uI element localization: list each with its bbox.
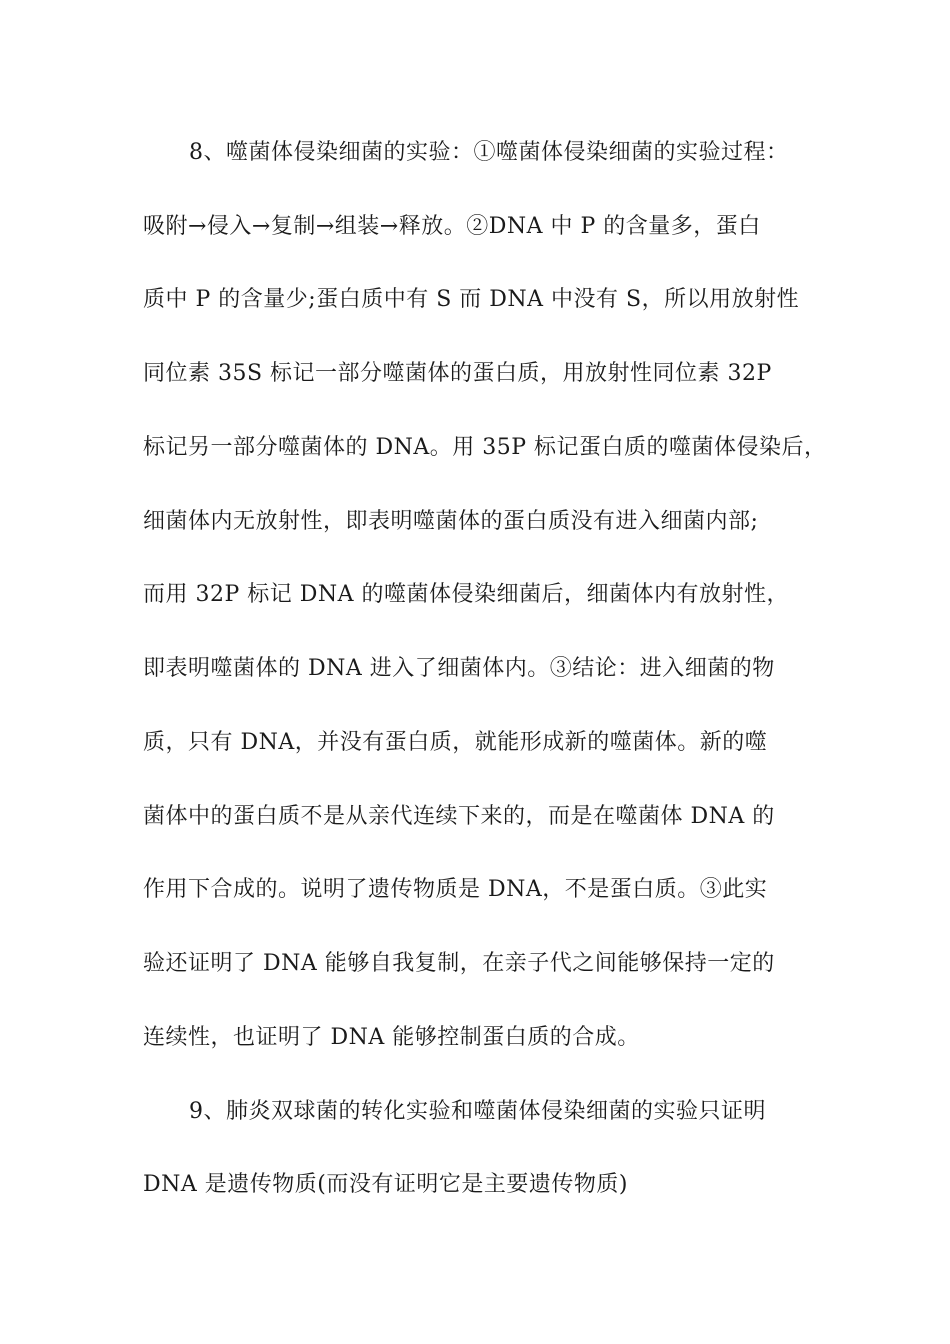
paragraph-8-line-3: 质中 P 的含量少;蛋白质中有 S 而 DNA 中没有 S，所以用放射性 — [143, 287, 800, 312]
paragraph-8-line-8: 即表明噬菌体的 DNA 进入了细菌体内。③结论：进入细菌的物 — [143, 656, 775, 681]
paragraph-8-line-6: 细菌体内无放射性，即表明噬菌体的蛋白质没有进入细菌内部; — [143, 509, 759, 534]
paragraph-8-line-10: 菌体中的蛋白质不是从亲代连续下来的，而是在噬菌体 DNA 的 — [143, 804, 775, 829]
paragraph-8-line-1: 8、噬菌体侵染细菌的实验：①噬菌体侵染细菌的实验过程： — [189, 140, 789, 165]
paragraph-8-line-13: 连续性，也证明了 DNA 能够控制蛋白质的合成。 — [143, 1025, 640, 1050]
paragraph-8-line-2: 吸附→侵入→复制→组装→释放。②DNA 中 P 的含量多，蛋白 — [143, 214, 761, 239]
paragraph-8-line-5: 标记另一部分噬菌体的 DNA。用 35P 标记蛋白质的噬菌体侵染后， — [143, 435, 827, 460]
paragraph-8-line-11: 作用下合成的。说明了遗传物质是 DNA，不是蛋白质。③此实 — [143, 877, 768, 902]
paragraph-8-line-7: 而用 32P 标记 DNA 的噬菌体侵染细菌后，细菌体内有放射性， — [143, 582, 790, 607]
paragraph-9-line-1: 9、肺炎双球菌的转化实验和噬菌体侵染细菌的实验只证明 — [189, 1099, 766, 1124]
paragraph-9-line-2: DNA 是遗传物质(而没有证明它是主要遗传物质) — [143, 1172, 628, 1197]
paragraph-8-line-9: 质，只有 DNA，并没有蛋白质，就能形成新的噬菌体。新的噬 — [143, 730, 768, 755]
paragraph-8-line-12: 验还证明了 DNA 能够自我复制，在亲子代之间能够保持一定的 — [143, 951, 775, 976]
paragraph-8-line-4: 同位素 35S 标记一部分噬菌体的蛋白质，用放射性同位素 32P — [143, 361, 772, 386]
